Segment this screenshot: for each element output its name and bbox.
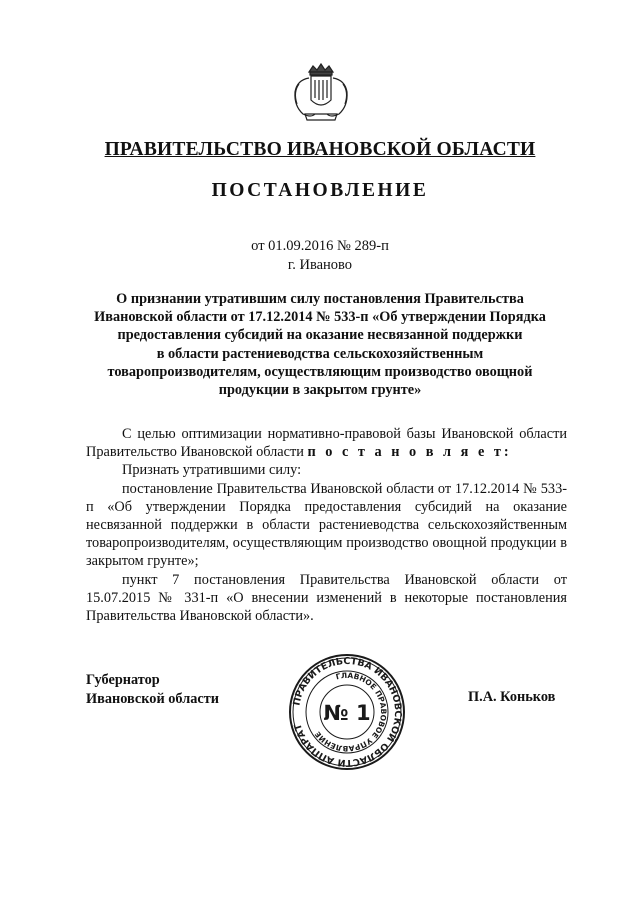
title-line: товаропроизводителям, осуществляющим производство овощной (107, 363, 533, 380)
document-title (70, 290, 570, 399)
document-body (86, 425, 567, 625)
official-stamp (287, 652, 407, 772)
body-paragraph-2: Признать утратившими силу: (122, 462, 302, 479)
title-line: продукции в закрытом грунте» (218, 382, 422, 399)
coat-of-arms-icon (289, 62, 353, 124)
title-line: Ивановской области от 17.12.2014 № 533-п «Об утверждении Порядка (94, 309, 546, 326)
document-city: г. Иваново (287, 257, 353, 273)
body-paragraph-1 (86, 425, 567, 461)
paragraph-text: С целью оптимизации нормативно-правовой базы Ивановской области Правительство Ивановской области (86, 426, 567, 461)
stamp-inner-text: ГЛАВНОЕ ПРАВОВОЕ УПРАВЛЕНИЕ (313, 670, 389, 754)
stamp-number: № 1 (323, 701, 371, 725)
position-line: Губернатор (86, 672, 160, 688)
document-date-number: от 01.09.2016 № 289-п (251, 238, 389, 254)
resolves-emphasis: п о с т а н о в л я е т: (307, 444, 512, 461)
title-line: в области растениеводства сельскохозяйственным (156, 345, 484, 362)
body-paragraph-3: постановление Правительства Ивановской области от 17.12.2014 № 533-п «Об утверждении Порядка предоставления субсидий на оказание несвязанной поддержки в области растениеводства сельскохозяйственным товаропроизводителям, осуществляющим производство овощной продукции в закрытом грунте»; (86, 480, 567, 570)
document-type: ПОСТАНОВЛЕНИЕ (211, 180, 429, 201)
organization-name: ПРАВИТЕЛЬСТВО ИВАНОВСКОЙ ОБЛАСТИ (104, 139, 536, 160)
signatory-name: П.А. Коньков (468, 689, 556, 705)
stamp-outer-text: ПРАВИТЕЛЬСТВА ИВАНОВСКОЙ ОБЛАСТИ АППАРАТ (291, 655, 404, 769)
title-line: О признании утратившим силу постановления Правительства (116, 291, 524, 307)
body-paragraph-4: пункт 7 постановления Правительства Ивановской области от 15.07.2015 № 331-п «О внесении изменений в некоторые постановления Правительства Ивановской области». (86, 571, 567, 625)
position-line: Ивановской области (86, 691, 219, 707)
signatory-position (86, 671, 219, 709)
title-line: предоставления субсидий на оказание несвязанной поддержки (117, 327, 523, 344)
